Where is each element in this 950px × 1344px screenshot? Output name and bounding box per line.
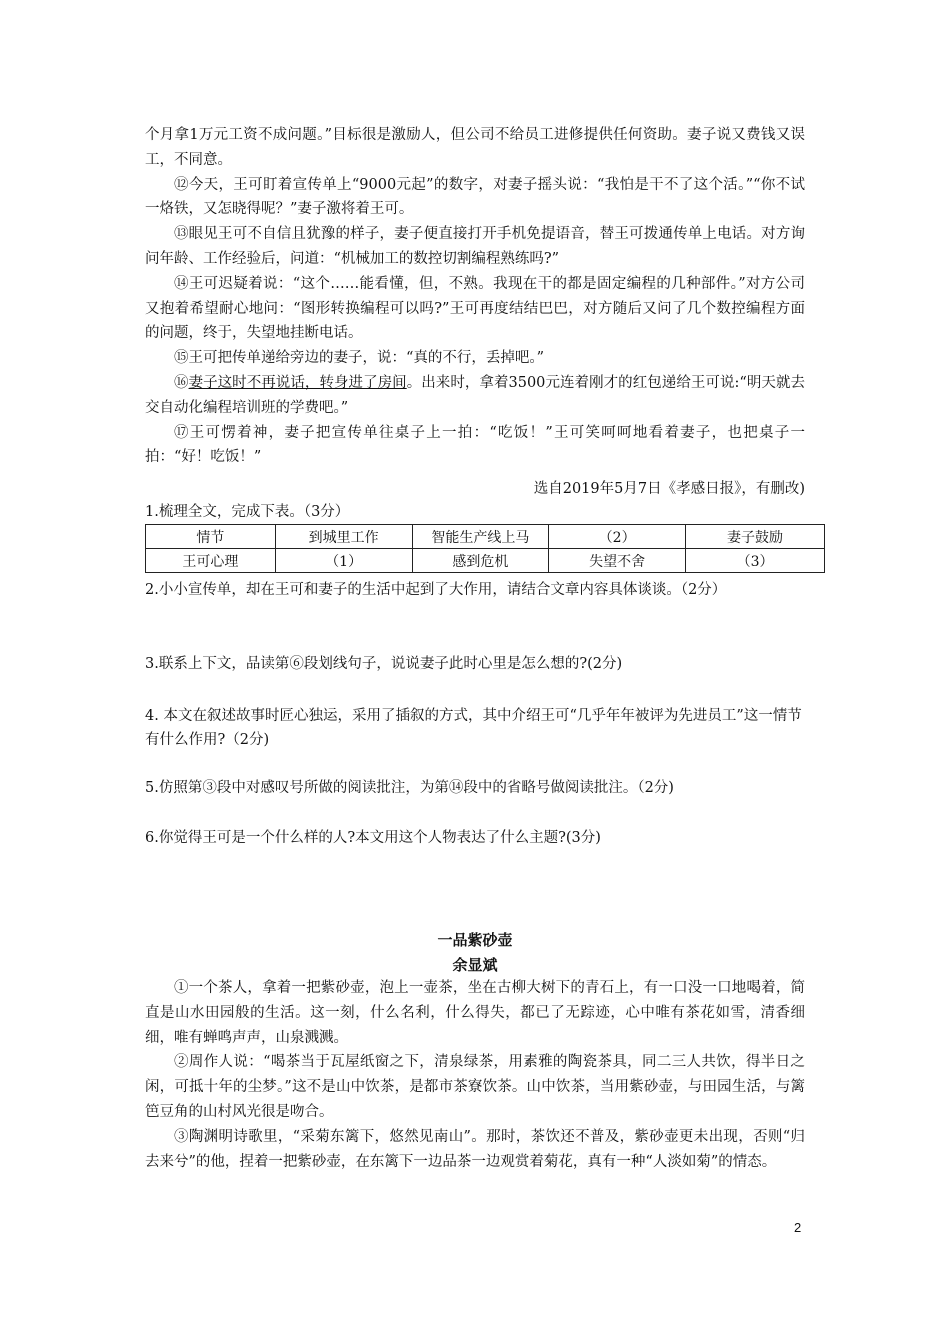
question-4: 4. 本文在叙述故事时匠心独运，采用了插叙的方式，其中介绍王可“几乎年年被评为先进员工”这一情节有什么作用?（2分) bbox=[145, 708, 802, 748]
table-row bbox=[146, 525, 825, 549]
paragraph-15: ⑮王可把传单递给旁边的妻子，说：“真的不行，丢掉吧。” bbox=[174, 350, 545, 367]
table-row bbox=[146, 549, 825, 573]
table-cell: 到城里工作 bbox=[275, 525, 412, 549]
essay-author: 余显斌 bbox=[452, 956, 498, 974]
source-citation: 选自2019年5月7日《孝感日报》，有删改) bbox=[533, 481, 805, 497]
table-cell: （1） bbox=[275, 549, 412, 573]
essay-body bbox=[145, 976, 805, 1174]
paragraph-continued: 个月拿1万元工资不成问题。”目标很是激励人，但公司不给员工进修提供任何资助。妻子说又费钱又误工，不同意。 bbox=[145, 127, 805, 168]
essay-paragraph-1: ①一个茶人，拿着一把紫砂壶，泡上一壶茶，坐在古柳大树下的青石上，有一口没一口地喝着，简直是山水田园般的生活。这一刻，什么名利，什么得失，都已了无踪迹，心中唯有茶花如雪，清香细细，唯有蝉鸣声声，山泉溅溅。 bbox=[145, 980, 805, 1046]
table-cell: 失望不舍 bbox=[549, 549, 686, 573]
plot-table bbox=[145, 524, 825, 573]
question-2: 2.小小宣传单，却在王可和妻子的生活中起到了大作用，请结合文章内容具体谈谈。（2分） bbox=[145, 582, 727, 598]
story-body bbox=[145, 123, 805, 470]
question-1: 1.梳理全文，完成下表。（3分） bbox=[145, 504, 350, 520]
paragraph-16-number: ⑯ bbox=[174, 374, 189, 391]
table-cell: 智能生产线上马 bbox=[412, 525, 549, 549]
question-6: 6.你觉得王可是一个什么样的人?本文用这个人物表达了什么主题?(3分) bbox=[145, 830, 601, 846]
paragraph-16-rest: 。出来时，拿着3500元连着刚才的红包递给王可说:“明天就去交自动化编程培训班的学费吧。” bbox=[145, 374, 805, 416]
question-5: 5.仿照第③段中对感叹号所做的阅读批注，为第⑭段中的省略号做阅读批注。（2分) bbox=[145, 780, 674, 796]
table-cell: 情节 bbox=[146, 525, 276, 549]
essay-paragraph-2: ②周作人说：“喝茶当于瓦屋纸窗之下，清泉绿茶，用素雅的陶瓷茶具，同二三人共饮，得半日之闲，可抵十年的尘梦。”这不是山中饮茶，是都市茶寮饮茶。山中饮茶，当用紫砂壶，与田园生活，与篱笆豆角的山村风光很是吻合。 bbox=[145, 1054, 805, 1120]
paragraph-17: ⑰王可愣着神，妻子把宣传单往桌子上一拍：“吃饭！”王可笑呵呵地看着妻子，也把桌子一拍：“好！吃饭！” bbox=[145, 424, 805, 466]
table-cell: 感到危机 bbox=[412, 549, 549, 573]
essay-title: 一品紫砂壶 bbox=[437, 931, 513, 949]
paragraph-14: ⑭王可迟疑着说：“这个……能看懂，但，不熟。我现在干的都是固定编程的几种部件。”对方公司又抱着希望耐心地问：“图形转换编程可以吗?”王可再度结结巴巴，对方随后又问了几个数控编程方面的问题，终于，失望地挂断电话。 bbox=[145, 275, 805, 342]
table-cell: 王可心理 bbox=[146, 549, 276, 573]
page-number: 2 bbox=[794, 1220, 802, 1235]
paragraph-16 bbox=[145, 371, 805, 421]
question-3: 3.联系上下文，品读第⑥段划线句子，说说妻子此时心里是怎么想的?(2分) bbox=[145, 656, 623, 672]
table-cell: 妻子鼓励 bbox=[686, 525, 825, 549]
paragraph-12: ⑫今天，王可盯着宣传单上“9000元起”的数字，对妻子摇头说：“我怕是干不了这个活。”“你不试一烙铁，又怎晓得呢？”妻子激将着王可。 bbox=[145, 176, 805, 218]
paragraph-13: ⑬眼见王可不自信且犹豫的样子，妻子便直接打开手机免提语音，替王可拨通传单上电话。对方询问年龄、工作经验后，问道：“机械加工的数控切割编程熟练吗?” bbox=[145, 226, 805, 267]
underlined-sentence: 妻子这时不再说话，转身进了房间 bbox=[188, 374, 407, 391]
table-cell: （2） bbox=[549, 525, 686, 549]
table-cell: （3） bbox=[686, 549, 825, 573]
essay-paragraph-3: ③陶渊明诗歌里，“采菊东篱下，悠然见南山”。那时，茶饮还不普及，紫砂壶更未出现，否则“归去来兮”的他，捏着一把紫砂壶，在东篱下一边品茶一边观赏着菊花，真有一种“人淡如菊”的情态。 bbox=[145, 1128, 805, 1170]
